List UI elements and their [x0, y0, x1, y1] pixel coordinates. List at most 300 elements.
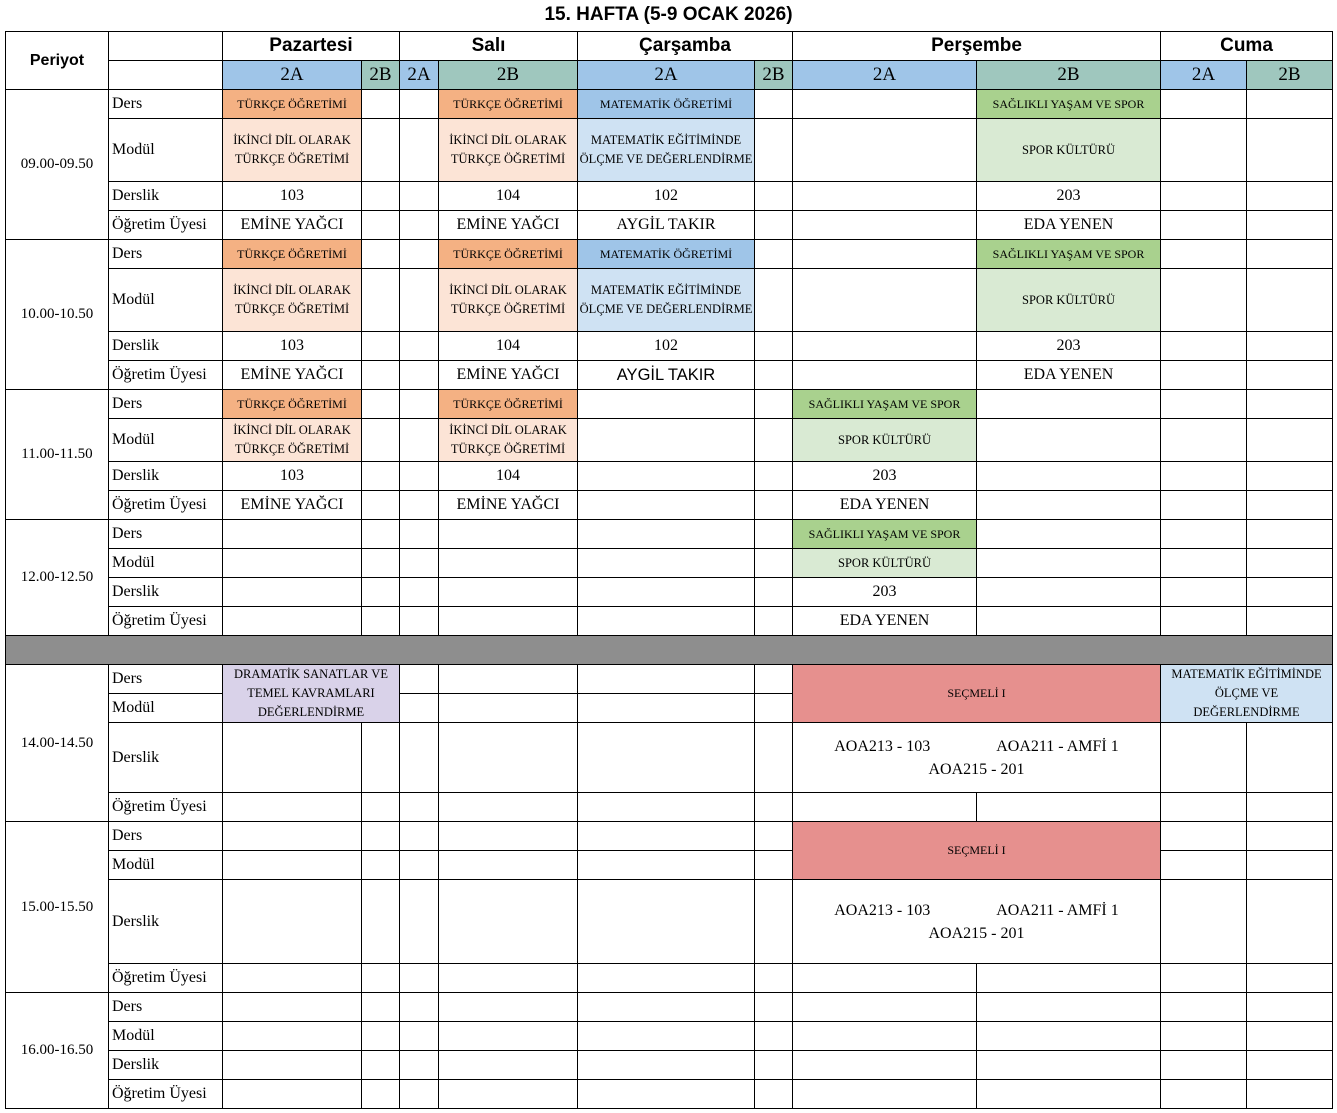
empty-cell — [793, 240, 977, 269]
empty-cell — [439, 880, 578, 964]
empty-cell — [362, 793, 400, 822]
empty-cell — [400, 723, 439, 793]
empty-cell — [1161, 1080, 1247, 1109]
empty-cell — [1247, 993, 1333, 1022]
empty-cell — [977, 578, 1161, 607]
empty-cell — [362, 491, 400, 520]
class-header-2a: 2A — [578, 61, 755, 90]
course-cell: TÜRKÇE ÖĞRETİMİ — [223, 240, 362, 269]
module-cell: SPOR KÜLTÜRÜ — [793, 419, 977, 462]
empty-cell — [362, 822, 400, 851]
empty-cell — [1161, 1022, 1247, 1051]
course-cell: MATEMATİK ÖĞRETİMİ — [578, 90, 755, 119]
empty-cell — [400, 240, 439, 269]
empty-cell — [755, 822, 793, 851]
empty-cell — [362, 462, 400, 491]
module-cell: SPOR KÜLTÜRÜ — [793, 549, 977, 578]
empty-cell — [1161, 90, 1247, 119]
empty-cell — [439, 993, 578, 1022]
period-label: 16.00-16.50 — [6, 993, 109, 1109]
empty-cell — [1161, 361, 1247, 390]
empty-cell — [977, 607, 1161, 636]
empty-cell — [400, 182, 439, 211]
empty-cell — [755, 269, 793, 332]
empty-cell — [578, 694, 755, 723]
class-header-2b: 2B — [977, 61, 1161, 90]
course-cell: SAĞLIKLI YAŞAM VE SPOR — [793, 390, 977, 419]
empty-cell — [578, 851, 755, 880]
empty-cell — [755, 964, 793, 993]
empty-cell — [362, 1080, 400, 1109]
empty-cell — [793, 119, 977, 182]
empty-cell — [362, 964, 400, 993]
row-label-ders: Ders — [109, 822, 223, 851]
empty-cell — [977, 520, 1161, 549]
empty-cell — [977, 419, 1161, 462]
empty-cell — [1247, 880, 1333, 964]
empty-cell — [793, 361, 977, 390]
teacher-cell: EMİNE YAĞCI — [439, 361, 578, 390]
empty-cell — [362, 240, 400, 269]
room-cell: 102 — [578, 332, 755, 361]
room-cell: 103 — [223, 182, 362, 211]
class-header-2a: 2A — [1161, 61, 1247, 90]
empty-cell — [1247, 491, 1333, 520]
row-label-ogretim-uyesi: Öğretim Üyesi — [109, 361, 223, 390]
empty-cell — [755, 240, 793, 269]
empty-cell — [439, 1080, 578, 1109]
empty-cell — [400, 462, 439, 491]
empty-cell — [439, 665, 578, 694]
empty-cell — [977, 462, 1161, 491]
empty-cell — [578, 491, 755, 520]
empty-cell — [755, 578, 793, 607]
class-header-2b: 2B — [362, 61, 400, 90]
empty-cell — [755, 851, 793, 880]
label-header-cell — [109, 61, 223, 90]
empty-cell — [223, 993, 362, 1022]
empty-cell — [578, 390, 755, 419]
empty-cell — [1161, 964, 1247, 993]
empty-cell — [1247, 182, 1333, 211]
empty-cell — [400, 269, 439, 332]
empty-cell — [362, 211, 400, 240]
module-cell: İKİNCİ DİL OLARAK TÜRKÇE ÖĞRETİMİ — [439, 419, 578, 462]
empty-cell — [793, 332, 977, 361]
empty-cell — [1161, 419, 1247, 462]
class-header-2a: 2A — [223, 61, 362, 90]
empty-cell — [578, 462, 755, 491]
empty-cell — [1247, 822, 1333, 851]
empty-cell — [1161, 390, 1247, 419]
empty-cell — [755, 1080, 793, 1109]
empty-cell — [1247, 269, 1333, 332]
empty-cell — [362, 723, 400, 793]
period-label: 14.00-14.50 — [6, 665, 109, 822]
module-cell: İKİNCİ DİL OLARAK TÜRKÇE ÖĞRETİMİ — [223, 419, 362, 462]
empty-cell — [400, 793, 439, 822]
empty-cell — [977, 993, 1161, 1022]
empty-cell — [755, 793, 793, 822]
empty-cell — [1161, 491, 1247, 520]
empty-cell — [1161, 578, 1247, 607]
row-label-ders: Ders — [109, 90, 223, 119]
empty-cell — [400, 361, 439, 390]
empty-cell — [578, 549, 755, 578]
class-header-2a: 2A — [793, 61, 977, 90]
room-option: AOA213 - 103 — [834, 901, 931, 919]
empty-cell — [1247, 361, 1333, 390]
row-label-derslik: Derslik — [109, 723, 223, 793]
empty-cell — [223, 1080, 362, 1109]
empty-cell — [439, 607, 578, 636]
row-label-modul: Modül — [109, 851, 223, 880]
teacher-cell: EDA YENEN — [977, 361, 1161, 390]
empty-cell — [977, 1051, 1161, 1080]
empty-cell — [578, 964, 755, 993]
empty-cell — [362, 1051, 400, 1080]
empty-cell — [223, 822, 362, 851]
drama-course-cell: DRAMATİK SANATLAR VE TEMEL KAVRAMLARI DEĞERLENDİRME — [223, 665, 400, 723]
row-label-ders: Ders — [109, 390, 223, 419]
teacher-cell: AYGİL TAKIR — [578, 361, 755, 390]
empty-cell — [755, 211, 793, 240]
module-cell: MATEMATİK EĞİTİMİNDE ÖLÇME VE DEĞERLENDİRME — [578, 269, 755, 332]
lunch-break-bar — [6, 636, 1333, 665]
period-label: 11.00-11.50 — [6, 390, 109, 520]
empty-cell — [1247, 723, 1333, 793]
empty-cell — [362, 851, 400, 880]
empty-cell — [1247, 1080, 1333, 1109]
periyot-header: Periyot — [6, 32, 109, 90]
empty-cell — [400, 390, 439, 419]
teacher-cell: EMİNE YAĞCI — [439, 491, 578, 520]
empty-cell — [400, 520, 439, 549]
teacher-cell: EMİNE YAĞCI — [223, 211, 362, 240]
row-label-ders: Ders — [109, 240, 223, 269]
empty-cell — [362, 1022, 400, 1051]
empty-cell — [1161, 549, 1247, 578]
row-label-ders: Ders — [109, 993, 223, 1022]
empty-cell — [362, 419, 400, 462]
empty-cell — [1161, 269, 1247, 332]
empty-cell — [793, 1051, 977, 1080]
empty-cell — [400, 1051, 439, 1080]
class-header-2b: 2B — [439, 61, 578, 90]
empty-cell — [1161, 993, 1247, 1022]
empty-cell — [439, 694, 578, 723]
empty-cell — [1247, 607, 1333, 636]
teacher-cell: EDA YENEN — [977, 211, 1161, 240]
empty-cell — [1161, 240, 1247, 269]
module-cell: İKİNCİ DİL OLARAK TÜRKÇE ÖĞRETİMİ — [439, 269, 578, 332]
empty-cell — [1161, 119, 1247, 182]
empty-cell — [755, 390, 793, 419]
empty-cell — [755, 419, 793, 462]
module-cell: MATEMATİK EĞİTİMİNDE ÖLÇME VE DEĞERLENDİRME — [1161, 665, 1333, 723]
course-cell: SAĞLIKLI YAŞAM VE SPOR — [977, 240, 1161, 269]
room-cell: 102 — [578, 182, 755, 211]
day-header-carsamba: Çarşamba — [578, 32, 793, 61]
empty-cell — [1161, 880, 1247, 964]
empty-cell — [1247, 390, 1333, 419]
empty-cell — [400, 419, 439, 462]
label-header-cell — [109, 32, 223, 61]
row-label-ogretim-uyesi: Öğretim Üyesi — [109, 491, 223, 520]
empty-cell — [1247, 1022, 1333, 1051]
room-cell: 203 — [977, 332, 1161, 361]
empty-cell — [1161, 211, 1247, 240]
empty-cell — [1247, 211, 1333, 240]
empty-cell — [1247, 964, 1333, 993]
empty-cell — [362, 90, 400, 119]
empty-cell — [1247, 119, 1333, 182]
row-label-derslik: Derslik — [109, 880, 223, 964]
row-label-derslik: Derslik — [109, 332, 223, 361]
row-label-modul: Modül — [109, 549, 223, 578]
empty-cell — [400, 90, 439, 119]
empty-cell — [755, 880, 793, 964]
empty-cell — [439, 1022, 578, 1051]
row-label-modul: Modül — [109, 419, 223, 462]
empty-cell — [223, 964, 362, 993]
empty-cell — [755, 462, 793, 491]
empty-cell — [1161, 723, 1247, 793]
module-cell: SPOR KÜLTÜRÜ — [977, 269, 1161, 332]
empty-cell — [400, 964, 439, 993]
empty-cell — [755, 90, 793, 119]
day-header-pazartesi: Pazartesi — [223, 32, 400, 61]
empty-cell — [755, 182, 793, 211]
row-label-ogretim-uyesi: Öğretim Üyesi — [109, 607, 223, 636]
room-cell: 203 — [977, 182, 1161, 211]
empty-cell — [578, 1080, 755, 1109]
empty-cell — [977, 549, 1161, 578]
module-cell: İKİNCİ DİL OLARAK TÜRKÇE ÖĞRETİMİ — [223, 269, 362, 332]
empty-cell — [400, 1080, 439, 1109]
empty-cell — [793, 182, 977, 211]
empty-cell — [793, 269, 977, 332]
room-option: AOA211 - AMFİ 1 — [996, 901, 1119, 919]
empty-cell — [1247, 1051, 1333, 1080]
row-label-modul: Modül — [109, 269, 223, 332]
empty-cell — [1247, 332, 1333, 361]
empty-cell — [755, 361, 793, 390]
empty-cell — [755, 549, 793, 578]
day-header-cuma: Cuma — [1161, 32, 1333, 61]
empty-cell — [362, 269, 400, 332]
empty-cell — [400, 851, 439, 880]
empty-cell — [755, 119, 793, 182]
room-cell: 203 — [793, 578, 977, 607]
empty-cell — [578, 993, 755, 1022]
period-label: 15.00-15.50 — [6, 822, 109, 993]
row-label-ogretim-uyesi: Öğretim Üyesi — [109, 211, 223, 240]
teacher-cell: EMİNE YAĞCI — [223, 361, 362, 390]
module-cell: MATEMATİK EĞİTİMİNDE ÖLÇME VE DEĞERLENDİRME — [578, 119, 755, 182]
course-cell: TÜRKÇE ÖĞRETİMİ — [439, 390, 578, 419]
empty-cell — [977, 491, 1161, 520]
empty-cell — [755, 665, 793, 694]
empty-cell — [793, 1080, 977, 1109]
empty-cell — [400, 1022, 439, 1051]
empty-cell — [362, 993, 400, 1022]
room-cell: 104 — [439, 182, 578, 211]
course-cell: TÜRKÇE ÖĞRETİMİ — [439, 240, 578, 269]
empty-cell — [1247, 462, 1333, 491]
room-option: AOA213 - 103 — [834, 737, 931, 755]
empty-cell — [755, 694, 793, 723]
room-cell: 103 — [223, 332, 362, 361]
row-label-modul: Modül — [109, 119, 223, 182]
empty-cell — [977, 1080, 1161, 1109]
room-option: AOA215 - 201 — [928, 924, 1025, 942]
empty-cell — [400, 993, 439, 1022]
empty-cell — [400, 211, 439, 240]
room-option: AOA211 - AMFİ 1 — [996, 737, 1119, 755]
empty-cell — [362, 361, 400, 390]
secmeli-rooms-cell — [793, 723, 1161, 793]
row-label-ders: Ders — [109, 665, 223, 694]
empty-cell — [400, 491, 439, 520]
empty-cell — [400, 332, 439, 361]
empty-cell — [223, 520, 362, 549]
course-cell: TÜRKÇE ÖĞRETİMİ — [439, 90, 578, 119]
empty-cell — [755, 1051, 793, 1080]
empty-cell — [977, 390, 1161, 419]
empty-cell — [223, 549, 362, 578]
row-label-modul: Modül — [109, 1022, 223, 1051]
empty-cell — [578, 607, 755, 636]
empty-cell — [793, 993, 977, 1022]
room-cell: 104 — [439, 332, 578, 361]
empty-cell — [755, 1022, 793, 1051]
empty-cell — [362, 119, 400, 182]
module-cell: İKİNCİ DİL OLARAK TÜRKÇE ÖĞRETİMİ — [439, 119, 578, 182]
empty-cell — [578, 578, 755, 607]
empty-cell — [755, 491, 793, 520]
empty-cell — [362, 607, 400, 636]
secmeli-course-cell: SEÇMELİ I — [793, 665, 1161, 723]
course-cell: SAĞLIKLI YAŞAM VE SPOR — [977, 90, 1161, 119]
empty-cell — [362, 880, 400, 964]
empty-cell — [755, 993, 793, 1022]
empty-cell — [362, 578, 400, 607]
teacher-cell: EMİNE YAĞCI — [439, 211, 578, 240]
empty-cell — [1161, 332, 1247, 361]
empty-cell — [1161, 607, 1247, 636]
empty-cell — [578, 822, 755, 851]
row-label-derslik: Derslik — [109, 1051, 223, 1080]
empty-cell — [439, 964, 578, 993]
empty-cell — [1161, 462, 1247, 491]
empty-cell — [578, 1051, 755, 1080]
empty-cell — [362, 390, 400, 419]
room-cell: 203 — [793, 462, 977, 491]
period-label: 10.00-10.50 — [6, 240, 109, 390]
empty-cell — [578, 665, 755, 694]
empty-cell — [223, 578, 362, 607]
empty-cell — [439, 549, 578, 578]
empty-cell — [223, 880, 362, 964]
course-cell: MATEMATİK ÖĞRETİMİ — [578, 240, 755, 269]
empty-cell — [1161, 520, 1247, 549]
class-header-2b: 2B — [755, 61, 793, 90]
empty-cell — [439, 1051, 578, 1080]
empty-cell — [1161, 851, 1247, 880]
empty-cell — [977, 964, 1161, 993]
empty-cell — [1161, 822, 1247, 851]
secmeli-course-cell: SEÇMELİ I — [793, 822, 1161, 880]
empty-cell — [223, 793, 362, 822]
empty-cell — [578, 793, 755, 822]
module-cell: SPOR KÜLTÜRÜ — [977, 119, 1161, 182]
row-label-modul: Modül — [109, 694, 223, 723]
empty-cell — [977, 1022, 1161, 1051]
empty-cell — [223, 1051, 362, 1080]
empty-cell — [1247, 419, 1333, 462]
class-header-2b: 2B — [1247, 61, 1333, 90]
empty-cell — [1247, 793, 1333, 822]
empty-cell — [400, 822, 439, 851]
empty-cell — [1247, 549, 1333, 578]
empty-cell — [439, 520, 578, 549]
empty-cell — [223, 607, 362, 636]
empty-cell — [439, 822, 578, 851]
empty-cell — [1161, 793, 1247, 822]
empty-cell — [755, 723, 793, 793]
empty-cell — [578, 520, 755, 549]
empty-cell — [793, 1022, 977, 1051]
empty-cell — [362, 549, 400, 578]
period-label: 09.00-09.50 — [6, 90, 109, 240]
empty-cell — [755, 607, 793, 636]
empty-cell — [1247, 520, 1333, 549]
room-option: AOA215 - 201 — [928, 760, 1025, 778]
empty-cell — [578, 419, 755, 462]
period-label: 12.00-12.50 — [6, 520, 109, 636]
empty-cell — [400, 578, 439, 607]
empty-cell — [578, 1022, 755, 1051]
teacher-cell: EDA YENEN — [793, 607, 977, 636]
empty-cell — [400, 665, 439, 694]
empty-cell — [362, 332, 400, 361]
row-label-ogretim-uyesi: Öğretim Üyesi — [109, 1080, 223, 1109]
empty-cell — [793, 793, 977, 822]
secmeli-rooms-cell — [793, 880, 1161, 964]
empty-cell — [1161, 1051, 1247, 1080]
empty-cell — [439, 578, 578, 607]
empty-cell — [755, 520, 793, 549]
empty-cell — [755, 332, 793, 361]
empty-cell — [977, 793, 1161, 822]
empty-cell — [362, 520, 400, 549]
teacher-cell: AYGİL TAKIR — [578, 211, 755, 240]
empty-cell — [439, 851, 578, 880]
course-cell: SAĞLIKLI YAŞAM VE SPOR — [793, 520, 977, 549]
empty-cell — [1247, 90, 1333, 119]
course-cell: TÜRKÇE ÖĞRETİMİ — [223, 90, 362, 119]
course-cell: TÜRKÇE ÖĞRETİMİ — [223, 390, 362, 419]
empty-cell — [1247, 240, 1333, 269]
empty-cell — [578, 880, 755, 964]
row-label-derslik: Derslik — [109, 462, 223, 491]
room-cell: 103 — [223, 462, 362, 491]
empty-cell — [400, 607, 439, 636]
row-label-ogretim-uyesi: Öğretim Üyesi — [109, 964, 223, 993]
empty-cell — [439, 793, 578, 822]
empty-cell — [400, 119, 439, 182]
